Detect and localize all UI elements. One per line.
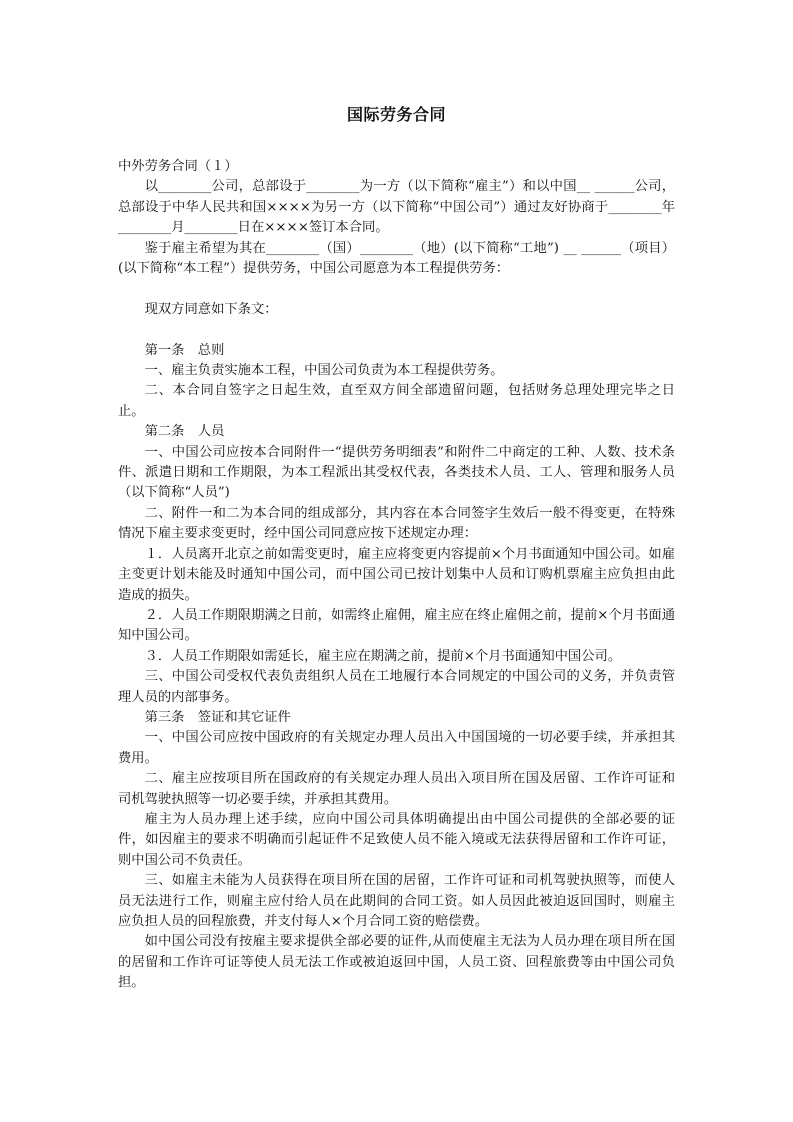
paragraph: 第一条 总则 — [144, 342, 225, 358]
paragraph: 二、本合同自签字之日起生效，直至双方间全部遗留问题，包括财务总理处理完毕之日止。 — [118, 383, 675, 419]
paragraph: 一、中国公司应按中国政府的有关规定办理人员出入中国国境的一切必要手续，并承担其费用。 — [118, 730, 675, 766]
paragraph: 二、雇主应按项目所在国政府的有关规定办理人员出入项目所在国及居留、工作许可证和司机驾驶执照等一切必要手续，并承担其费用。 — [118, 771, 675, 807]
paragraph: 一、中国公司应按本合同附件一“提供劳务明细表”和附件二中商定的工种、人数、技术条件、派遣日期和工作期限，为本工程派出其受权代表，各类技术人员、工人、管理和服务人员（以下简称“人员”) — [118, 444, 675, 501]
paragraph: 第三条 签证和其它证件 — [144, 709, 291, 725]
paragraph: 第二条 人员 — [144, 424, 225, 440]
blank-line — [118, 320, 675, 340]
paragraph: 如中国公司没有按雇主要求提供全部必要的证件,从而使雇主无法为人员办理在项目所在国的居留和工作许可证等使人员无法工作或被迫返回中国，人员工资、回程旅费等由中国公司负担。 — [118, 934, 675, 991]
paragraph: 以________公司，总部设于________为一方（以下简称“雇主”）和以中国__ ______公司，总部设于中华人民共和国××××为另一方（以下简称“中国公司”）通过友好协商于________年________月________日在××××签订本合同。 — [118, 179, 675, 236]
document-body — [118, 157, 675, 994]
paragraph: 二、附件一和二为本合同的组成部分，其内容在本合同签字生效后一般不得变更，在特殊情况下雇主要求变更时，经中国公司同意应按下述规定办理： — [118, 505, 675, 542]
blank-line — [118, 279, 675, 299]
paragraph: １．人员离开北京之前如需变更时，雇主应将变更内容提前×个月书面通知中国公司。如雇主变更计划未能及时通知中国公司，而中国公司已按计划集中人员和订购机票雇主应负担由此造成的损失。 — [118, 546, 675, 603]
paragraph: 一、雇主负责实施本工程，中国公司负责为本工程提供劳务。 — [144, 363, 504, 379]
paragraph: 现双方同意如下条文： — [144, 301, 278, 317]
paragraph: 鉴于雇主希望为其在________（国）________（地）(以下简称“工地”) __ ______（项目）(以下简称“本工程”）提供劳务，中国公司愿意为本工程提供劳务： — [118, 240, 675, 277]
paragraph: 雇主为人员办理上述手续，应向中国公司具体明确提出由中国公司提供的全部必要的证件，如因雇主的要求不明确而引起证件不足致使人员不能入境或无法获得居留和工作许可证，则中国公司不负责任。 — [118, 811, 675, 868]
document-title: 国际劳务合同 — [346, 105, 446, 124]
paragraph: 三、中国公司受权代表负责组织人员在工地履行本合同规定的中国公司的义务，并负责管理人员的内部事务。 — [118, 669, 675, 705]
paragraph: 三、如雇主未能为人员获得在项目所在国的居留，工作许可证和司机驾驶执照等，而使人员无法进行工作，则雇主应付给人员在此期间的合同工资。如人员因此被迫返回国时，则雇主应负担人员的回程旅费，并支付每人×个月合同工资的赔偿费。 — [118, 873, 675, 929]
paragraph: ２．人员工作期限期满之日前，如需终止雇佣，雇主应在终止雇佣之前，提前×个月书面通知中国公司。 — [118, 607, 675, 644]
paragraph: ３．人员工作期限如需延长，雇主应在期满之前，提前×个月书面通知中国公司。 — [144, 648, 622, 664]
paragraph: 中外劳务合同（１） — [118, 159, 238, 174]
